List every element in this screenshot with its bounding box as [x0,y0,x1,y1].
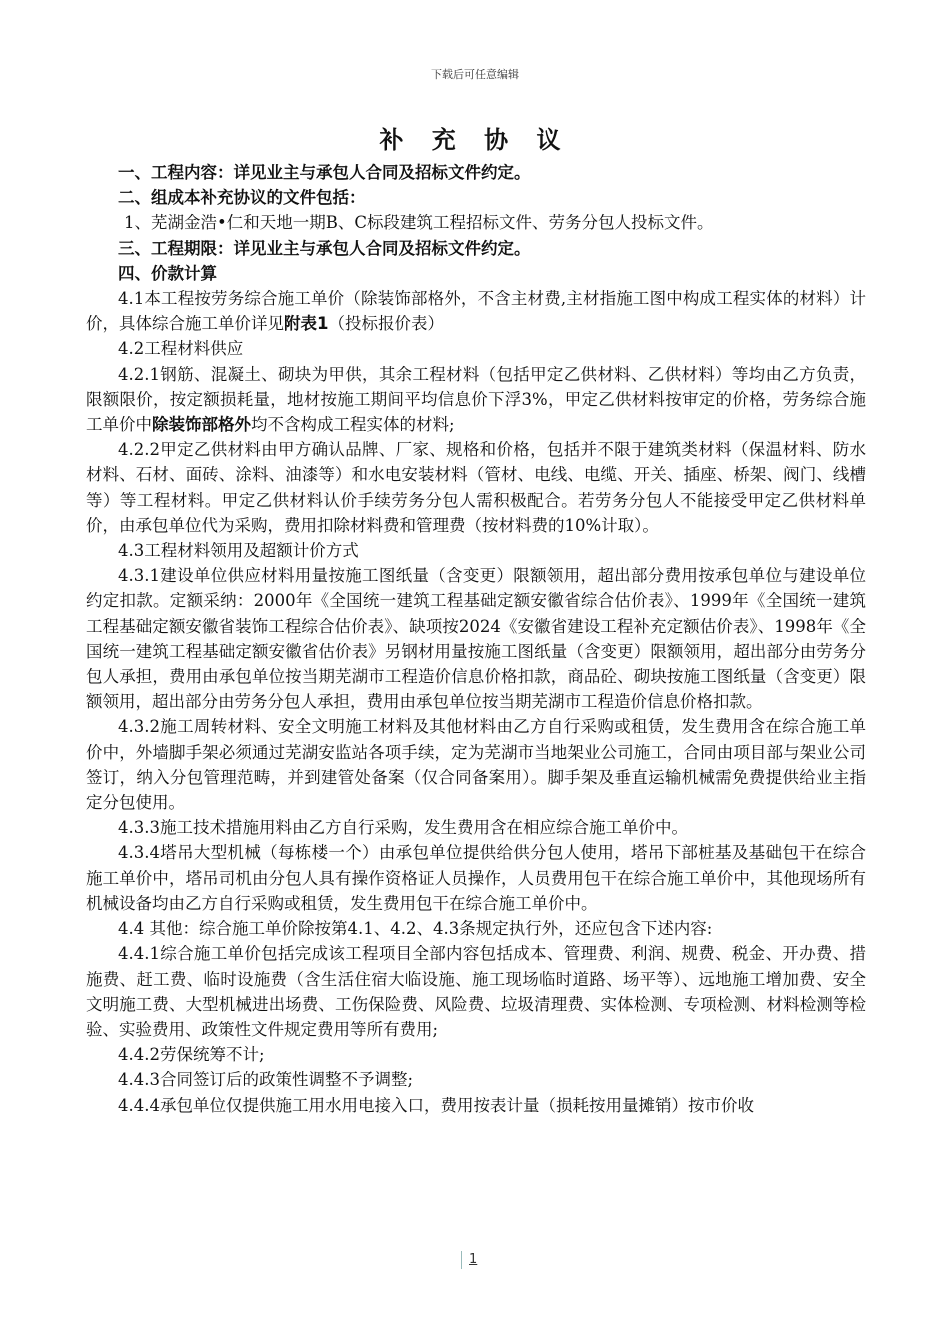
clause-4-4: 4.4 其他：综合施工单价除按第4.1、4.2、4.3条规定执行外，还应包含下述内容: [118,919,713,939]
page-number: 1 [469,1252,478,1267]
clause-4-1 [86,286,866,336]
clause-4-2-1 [86,362,866,438]
clause-4-1-text-b: （投标报价表） [328,314,444,334]
document-body [86,160,866,1118]
footer-divider [461,1251,462,1269]
clause-4-2-1-bold: 除装饰部格外 [152,415,251,435]
clause-4-4-1: 4.4.1综合施工单价包括完成该工程项目全部内容包括成本、管理费、利润、规费、税金、开办费、措施费、赶工费、临时设施费（含生活住宿大临设施、施工现场临时道路、场平等）、远地施工增加费、安全文明施工费、大型机械进出场费、工伤保险费、风险费、垃圾清理费、实体检测、专项检测、材料检测等检验、实验费用、政策性文件规定费用等所有费用; [86,944,866,1039]
section-3-label: 三、工程期限： [118,238,234,258]
clause-4-3-2: 4.3.2施工周转材料、安全文明施工材料及其他材料由乙方自行采购或租赁，发生费用含在综合施工单价中，外墙脚手架必须通过芜湖安监站各项手续，定为芜湖市当地架业公司施工，合同由项目部与架业公司签订，纳入分包管理范畴，并到建管处备案（仅合同备案用）。脚手架及垂直运输机械需免费提供给业主指定分包使用。 [86,717,866,813]
clause-4-4-3: 4.4.3合同签订后的政策性调整不予调整; [118,1070,414,1090]
section-1 [86,160,866,185]
clause-4-3-1: 4.3.1建设单位供应材料用量按施工图纸量（含变更）限额领用，超出部分费用按承包单位与建设单位约定扣款。定额采纳：2000年《全国统一建筑工程基础定额安徽省综合估价表》、1999年《全国统一建筑工程基础定额安徽省装饰工程综合估价表》、缺项按2024《安徽省建设工程补充定额估价表》、1998年《全国统一建筑工程基础定额安徽省估价表》另钢材用量按施工图纸量（含变更）限额领用，超出部分由劳务分包人承担，费用由承包单位按当期芜湖市工程造价信息价格扣款，商品砼、砌块按施工图纸量（含变更）限额领用，超出部分由劳务分包人承担，费用由承包单位按当期芜湖市工程造价信息价格扣款。 [86,566,866,712]
page-footer [0,1251,950,1271]
clause-4-3: 4.3工程材料领用及超额计价方式 [118,541,359,561]
clause-4-4-4: 4.4.4承包单位仅提供施工用水用电接入口，费用按表计量（损耗按用量摊销）按市价收 [118,1095,754,1115]
clause-4-1-bold: 附表1 [284,314,329,334]
section-1-text: 详见业主与承包人合同及招标文件约定。 [233,163,531,182]
clause-4-1-text-a: 4.1本工程按劳务综合施工单价（除装饰部格外，不含主材费,主材指施工图中构成工程实体的材料）计价，具体综合施工单价详见 [86,289,866,334]
section-3-text: 详见业主与承包人合同及招标文件约定。 [233,238,531,258]
section-2-label: 二、组成本补充协议的文件包括： [118,188,366,208]
document-title: 补 充 协 议 [379,126,571,154]
section-2-item-1: 1、芜湖金浩•仁和天地一期B、C标段建筑工程招标文件、劳务分包人投标文件。 [124,213,714,233]
clause-4-2-1-text-a: 4.2.1钢筋、混凝土、砌块为甲供，其余工程材料（包括甲定乙供材料、乙供材料）等均由乙方负责，限额限价，按定额损耗量，地材按施工期间平均信息价下浮3%，甲定乙供材料按审定的价格，劳务综合施工单价中 [86,364,866,435]
clause-4-2: 4.2工程材料供应 [118,339,244,359]
section-1-label: 一、工程内容： [118,163,234,182]
clause-4-2-2: 4.2.2甲定乙供材料由甲方确认品牌、厂家、规格和价格，包括并不限于建筑类材料（保温材料、防水材料、石材、面砖、涂料、油漆等）和水电安装材料（管材、电线、电缆、开关、插座、桥架、阀门、线槽等）等工程材料。甲定乙供材料认价手续劳务分包人需积极配合。若劳务分包人不能接受甲定乙供材料单价，由承包单位代为采购，费用扣除材料费和管理费（按材料费的10%计取）。 [86,440,866,535]
section-3 [86,236,866,261]
clause-4-2-1-text-b: 均不含构成工程实体的材料; [251,415,455,435]
clause-4-3-4: 4.3.4塔吊大型机械（每栋楼一个）由承包单位提供给供分包人使用，塔吊下部桩基及基础包干在综合施工单价中，塔吊司机由分包人具有操作资格证人员操作，人员费用包干在综合施工单价中，其他现场所有机械设备均由乙方自行采购或租赁，发生费用包干在综合施工单价中。 [86,843,866,913]
header-note: 下载后可任意编辑 [431,68,519,81]
section-4-label: 四、价款计算 [118,263,217,283]
clause-4-3-3: 4.3.3施工技术措施用料由乙方自行采购，发生费用含在相应综合施工单价中。 [118,818,688,838]
clause-4-4-2: 4.4.2劳保统筹不计; [118,1045,265,1065]
